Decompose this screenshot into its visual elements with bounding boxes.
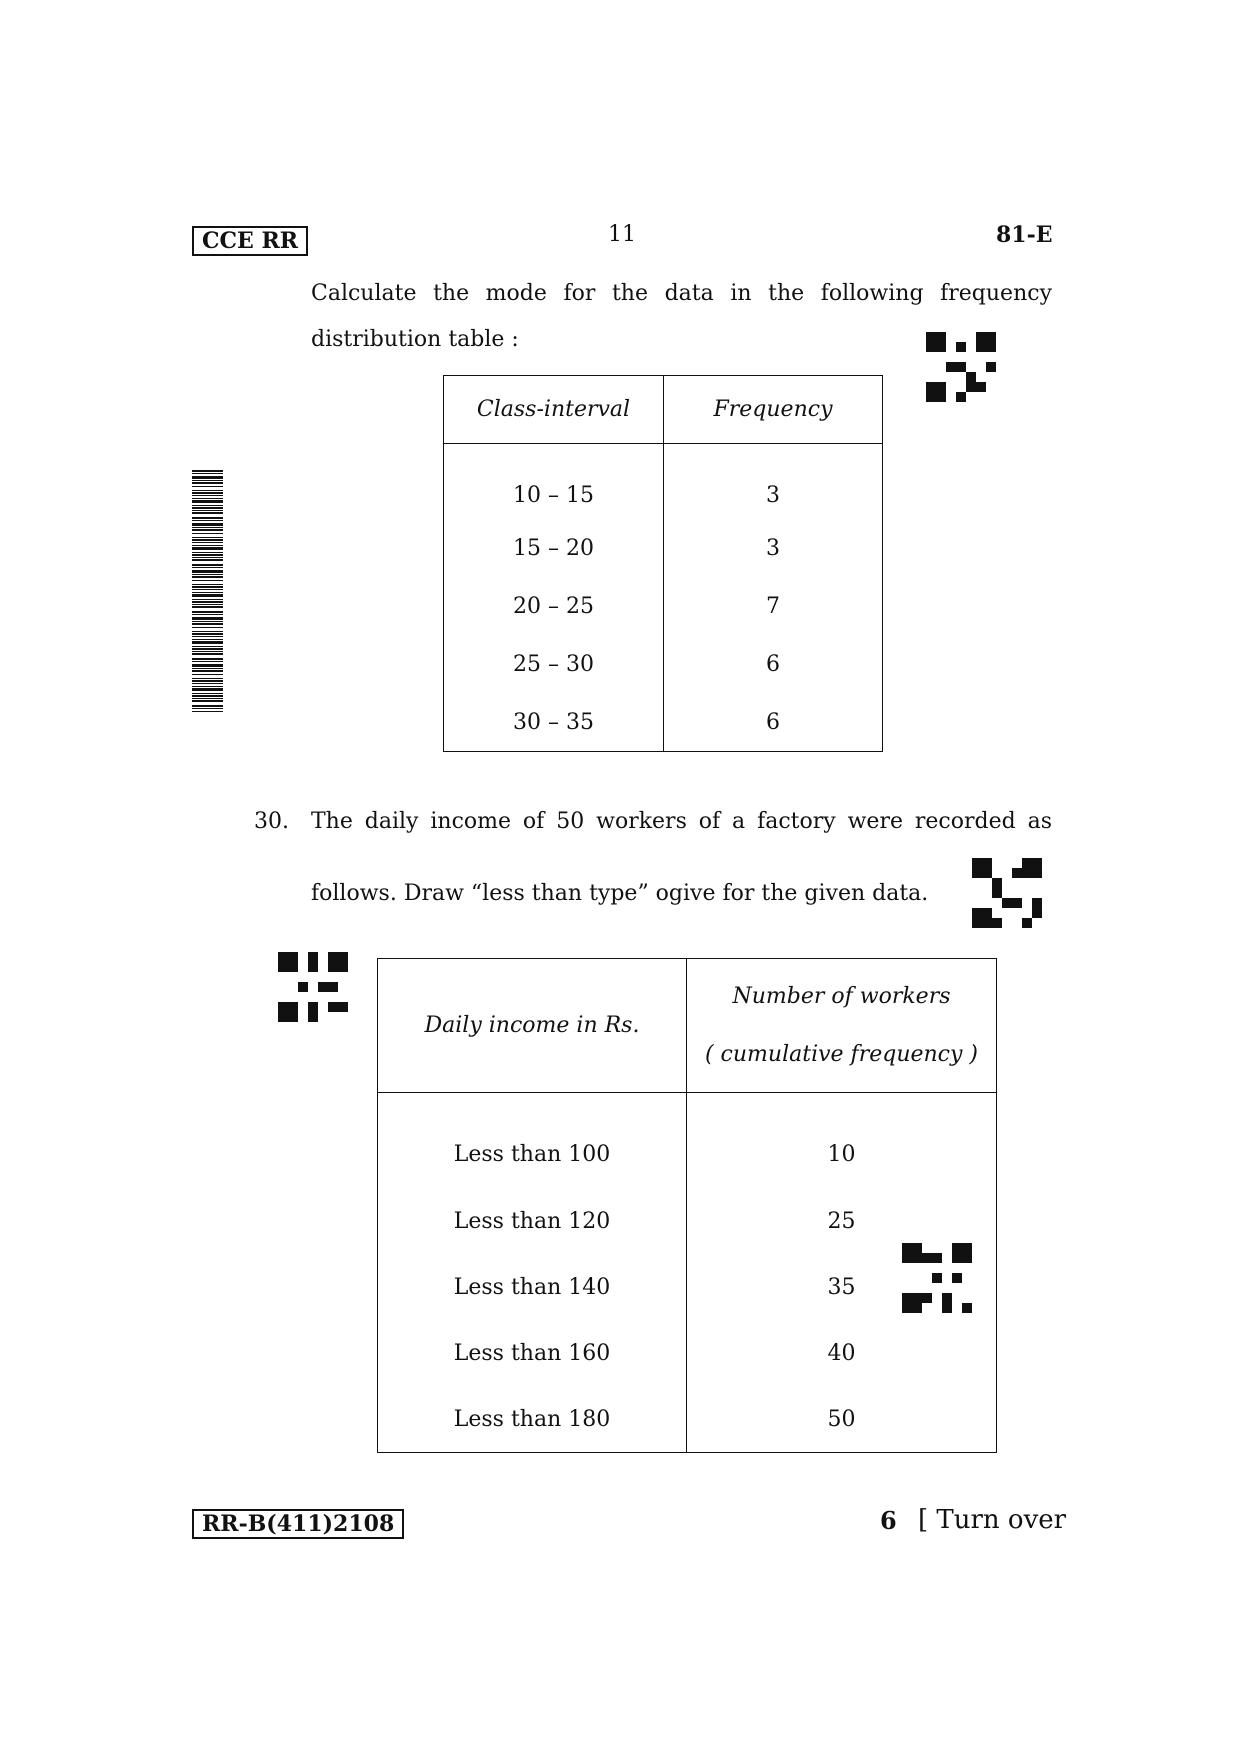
class-interval-cell: 25 – 30: [444, 636, 664, 694]
income-cell: Less than 160: [378, 1321, 687, 1387]
table-row: [378, 1321, 997, 1387]
class-interval-cell: 15 – 20: [444, 520, 664, 578]
header-frequency: Frequency: [664, 376, 883, 444]
frequency-cell: 6: [664, 636, 883, 694]
footer-code-box: RR-B(411)2108: [192, 1509, 404, 1539]
workers-cell: 10: [687, 1093, 997, 1189]
qr-code-icon: [926, 332, 996, 402]
header-number-of-workers: [687, 959, 997, 1093]
sheet-number: 6: [880, 1506, 897, 1535]
class-interval-cell: 20 – 25: [444, 578, 664, 636]
q30-number: 30.: [254, 809, 289, 834]
q30-text-line1: The daily income of 50 workers of a factory were recorded as: [311, 809, 1052, 834]
income-cell: Less than 100: [378, 1093, 687, 1189]
q29-text-line1: Calculate the mode for the data in the following frequency: [311, 281, 1052, 306]
paper-code: 81-E: [996, 222, 1053, 248]
workers-cell: 40: [687, 1321, 997, 1387]
income-cell: Less than 140: [378, 1255, 687, 1321]
exam-code-box: CCE RR: [192, 226, 308, 256]
frequency-cell: 3: [664, 444, 883, 520]
qr-code-icon: [972, 858, 1042, 928]
table-row: [444, 520, 883, 578]
table-row: [378, 1387, 997, 1453]
header-number-of-workers-line1: Number of workers: [732, 983, 951, 1009]
qr-code-icon: [278, 952, 348, 1022]
workers-cell: 35: [687, 1255, 997, 1321]
q29-text-line2: distribution table :: [311, 327, 519, 352]
header-cumulative-frequency-line2: ( cumulative frequency ): [704, 1041, 978, 1067]
cumulative-frequency-table: [377, 958, 997, 1453]
barcode-icon: [192, 470, 223, 712]
q30-text-line2: follows. Draw “less than type” ogive for the given data.: [311, 881, 929, 906]
table-row: [444, 444, 883, 520]
table-row: [444, 636, 883, 694]
turn-over-text: [ Turn over: [918, 1505, 1067, 1535]
income-cell: Less than 180: [378, 1387, 687, 1453]
table-row: [378, 1093, 997, 1189]
income-cell: Less than 120: [378, 1189, 687, 1255]
table-row: [444, 578, 883, 636]
workers-cell: 25: [687, 1189, 997, 1255]
table-row: [444, 694, 883, 752]
frequency-cell: 6: [664, 694, 883, 752]
frequency-cell: 7: [664, 578, 883, 636]
frequency-table: [443, 375, 883, 752]
header-daily-income: Daily income in Rs.: [378, 959, 687, 1093]
workers-cell: 50: [687, 1387, 997, 1453]
header-class-interval: Class-interval: [444, 376, 664, 444]
page-number: 11: [608, 222, 636, 247]
frequency-cell: 3: [664, 520, 883, 578]
class-interval-cell: 10 – 15: [444, 444, 664, 520]
qr-code-icon: [902, 1243, 972, 1313]
class-interval-cell: 30 – 35: [444, 694, 664, 752]
